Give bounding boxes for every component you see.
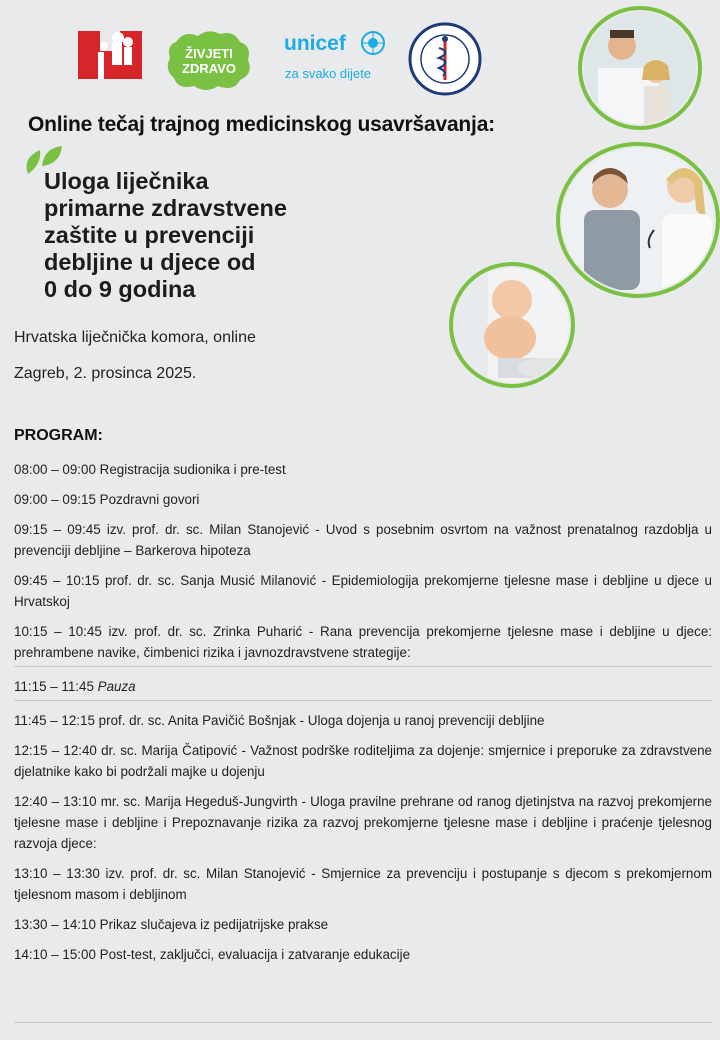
program-time: 09:15 – 09:45	[14, 522, 101, 537]
program-time: 13:10 – 13:30	[14, 866, 100, 881]
unicef-logo	[282, 30, 390, 86]
program-item	[14, 612, 712, 667]
program-text: Post-test, zaključci, evaluacija i zatvaranje edukacije	[99, 947, 411, 962]
zdravo-text: ZDRAVO	[182, 61, 236, 76]
program-time: 14:10 – 15:00	[14, 947, 96, 962]
program-text: izv. prof. dr. sc. Zrinka Puharić - Rana prevencija prekomjerne tjelesne mase i debljine u djece: prehrambene navike, čimbenici rizika i javnozdravstvene strategije:	[14, 624, 712, 660]
hlk-seal-logo	[408, 22, 482, 96]
doctor-with-child-photo	[578, 6, 702, 130]
program-list	[14, 450, 712, 965]
event-date: Zagreb, 2. prosinca 2025.	[14, 365, 197, 382]
program-text: Registracija sudionika i pre-test	[99, 462, 286, 477]
program-item	[14, 510, 712, 561]
program-text: Pozdravni govori	[99, 492, 200, 507]
unicef-wordmark: unicef	[284, 32, 346, 55]
program-time: 08:00 – 09:00	[14, 462, 96, 477]
program-text: dr. sc. Marija Čatipović - Važnost podrške roditeljima za dojenje: smjernice i preporuke za zdravstvene djelatnike kako bi podržali majke u dojenju	[14, 743, 712, 779]
zivjeti-zdravo-logo	[164, 28, 254, 92]
baby-photo	[448, 260, 576, 390]
program-text: Pauza	[97, 679, 136, 694]
course-title	[44, 168, 384, 303]
program-time: 11:15 – 11:45	[14, 679, 94, 694]
program-text: izv. prof. dr. sc. Milan Stanojević - Smjernice za prevenciju i postupanje s djecom s prekomjernom tjelesnom masom i debljinom	[14, 866, 712, 902]
bottom-divider	[14, 1022, 712, 1023]
program-item	[14, 450, 712, 480]
unicef-tagline: za svako dijete	[285, 66, 371, 81]
program-item	[14, 905, 712, 935]
program-text: prof. dr. sc. Sanja Musić Milanović - Epidemiologija prekomjerne tjelesne mase i debljine u djece u Hrvatskoj	[14, 573, 712, 609]
program-item	[14, 782, 712, 854]
program-text: prof. dr. sc. Anita Pavičić Bošnjak - Uloga dojenja u ranoj prevenciji debljine	[98, 713, 545, 728]
course-subtitle: Online tečaj trajnog medicinskog usavršavanja:	[28, 113, 495, 136]
program-time: 11:45 – 12:15	[14, 713, 95, 728]
program-item	[14, 731, 712, 782]
program-time: 10:15 – 10:45	[14, 624, 102, 639]
title-line: zaštite u prevenciji	[44, 222, 255, 248]
program-item	[14, 854, 712, 905]
program-item-pause	[14, 667, 712, 701]
program-time: 13:30 – 14:10	[14, 917, 96, 932]
title-line: Uloga liječnika	[44, 168, 209, 194]
title-line: primarne zdravstvene	[44, 195, 287, 221]
program-heading: PROGRAM:	[14, 427, 103, 444]
program-time: 12:40 – 13:10	[14, 794, 97, 809]
unicef-globe-icon	[362, 32, 384, 54]
program-text: mr. sc. Marija Hegeduš-Jungvirth - Uloga pravilne prehrane od ranog djetinjstva na razvoj prekomjerne tjelesne mase i debljine i Prepoznavanje rizika za razvoj prekomjerne tjelesne mase i debljine i praćenje tjelesnog razvoja djece:	[14, 794, 712, 851]
title-line: debljine u djece od	[44, 249, 256, 275]
program-time: 09:45 – 10:15	[14, 573, 100, 588]
program-item	[14, 935, 712, 965]
program-item	[14, 701, 712, 731]
program-item	[14, 480, 712, 510]
program-text: izv. prof. dr. sc. Milan Stanojević - Uvod s posebnim osvrtom na važnost prenatalnog razdoblja u prevenciji debljine – Barkerova hipoteza	[14, 522, 712, 558]
program-time: 09:00 – 09:15	[14, 492, 96, 507]
program-item	[14, 561, 712, 612]
event-place: Hrvatska liječnička komora, online	[14, 329, 256, 346]
program-time: 12:15 – 12:40	[14, 743, 97, 758]
red-organization-logo	[78, 28, 144, 82]
title-line: 0 do 9 godina	[44, 276, 196, 302]
zivjeti-text: ŽIVJETI	[185, 46, 233, 61]
program-text: Prikaz slučajeva iz pedijatrijske prakse	[99, 917, 329, 932]
